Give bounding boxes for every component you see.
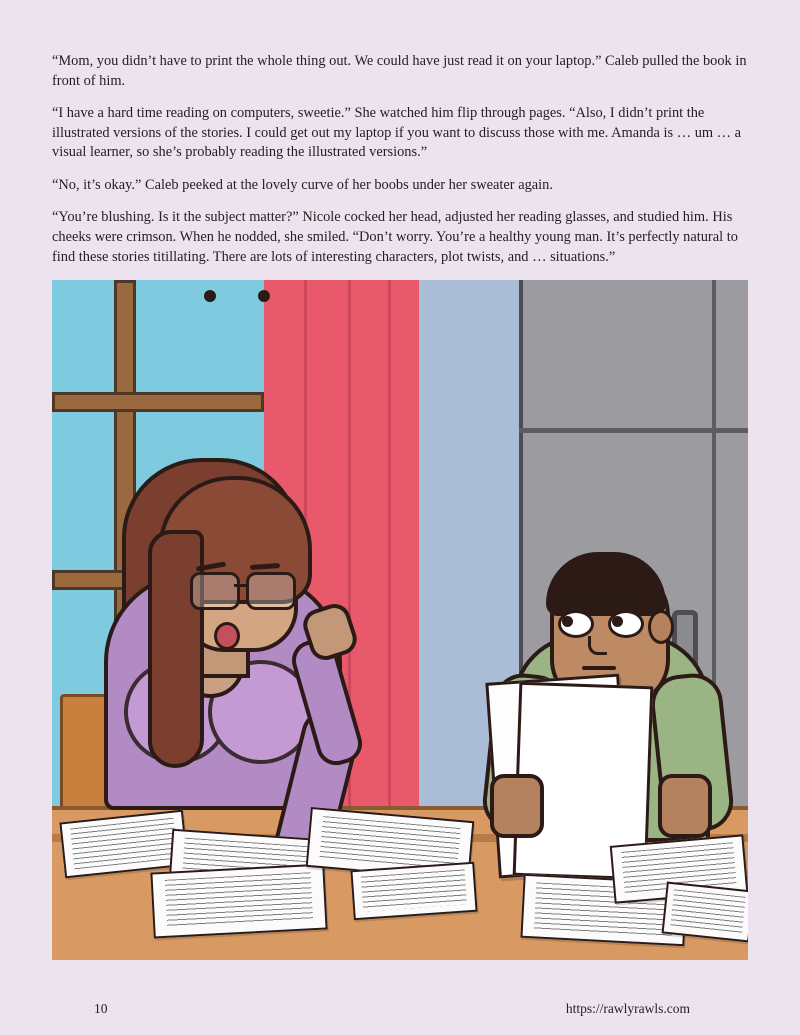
paper-sheet (662, 882, 748, 943)
page-number: 10 (94, 1001, 108, 1016)
story-text (52, 52, 748, 267)
glasses-lens-left (190, 572, 240, 610)
glasses-lens-right (246, 572, 296, 610)
paragraph-2: “I have a hard time reading on computers, sweetie.” She watched him flip through pages. “Also, I didn’t print the illustrated versions of the stories. I could get out my laptop if you want to discuss those with me. Amanda is … um … a visual learner, so she’s probably reading the illustrated versions.” (52, 105, 742, 161)
boy-mouth (582, 666, 616, 670)
glasses-bridge (234, 584, 246, 587)
window-frame-horizontal-upper (52, 392, 264, 412)
paragraph-4: “You’re blushing. Is it the subject matter?” Nicole cocked her head, adjusted her reading glasses, and studied him. His cheeks were crimson. When he nodded, she smiled. “Don’t worry. You’re a healthy young man. It’s perfectly natural to find these stories titillating. There are lots of interesting characters, plot twists, and … situations.” (52, 209, 738, 265)
paper-sheet (350, 862, 477, 921)
site-url: https://rawlyrawls.com (565, 1001, 690, 1016)
boy-hand-left (490, 774, 544, 838)
woman-hair-side (148, 530, 204, 768)
paper-lines (670, 889, 746, 934)
boy-ear (648, 610, 674, 644)
paragraph-1: “Mom, you didn’t have to print the whole thing out. We could have just read it on your laptop.” Caleb pulled the book in front of him. (52, 53, 747, 89)
paragraph-3: “No, it’s okay.” Caleb peeked at the lovely curve of her boobs under her sweater again. (52, 176, 553, 193)
boy-hand-right (658, 774, 712, 838)
paper-lines (165, 873, 314, 929)
boy-nose (588, 636, 607, 655)
page-footer (52, 1001, 748, 1023)
comic-illustration (52, 280, 748, 960)
paper-sheet (150, 864, 327, 939)
reading-glasses-icon (190, 572, 298, 606)
woman-mouth (214, 622, 240, 650)
paper-lines (361, 869, 466, 912)
paper-lines (70, 818, 177, 869)
paper-lines (320, 816, 461, 872)
